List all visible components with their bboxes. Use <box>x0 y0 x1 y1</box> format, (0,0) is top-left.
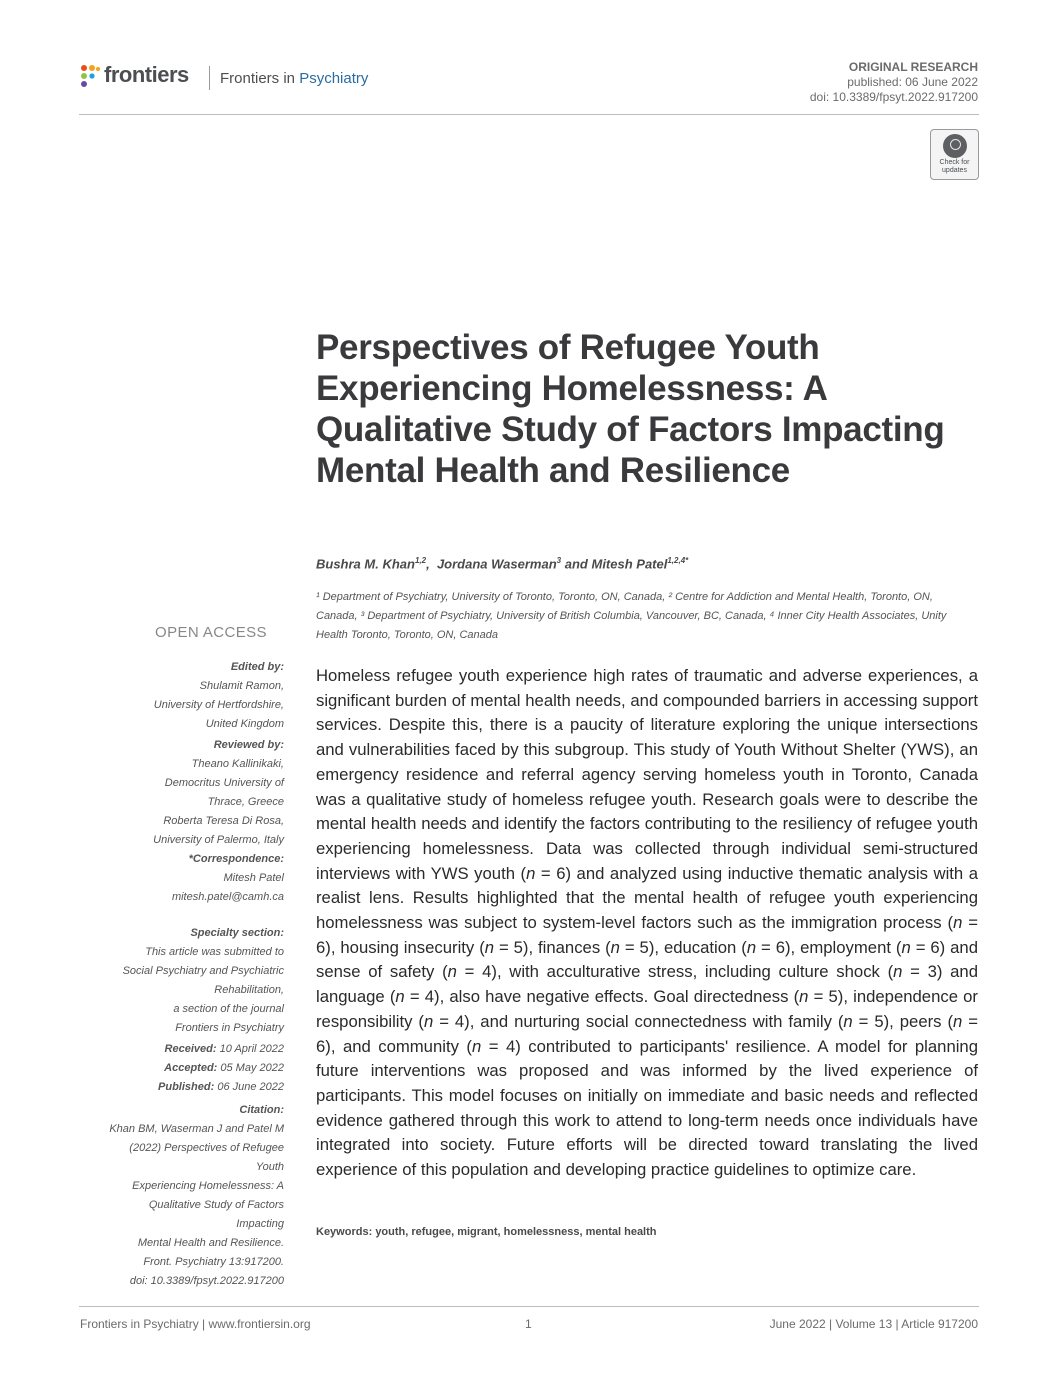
correspondence-section <box>100 850 284 907</box>
frontiers-logo-text[interactable]: frontiers <box>104 62 189 87</box>
correspondence-name: Mitesh Patel <box>223 872 284 884</box>
author-name[interactable]: Mitesh Patel <box>591 556 668 572</box>
page-number: 1 <box>525 1317 532 1331</box>
check-updates-icon <box>943 134 967 158</box>
reviewed-by-label: Reviewed by: <box>213 739 284 751</box>
edited-by-label: Edited by: <box>230 661 284 673</box>
dates-section <box>100 1040 284 1097</box>
footer-journal-site[interactable]: Frontiers in Psychiatry | www.frontiersin.org <box>80 1317 311 1331</box>
author-conjunction: and <box>564 556 588 572</box>
keywords <box>316 1226 657 1238</box>
editor-line: Shulamit Ramon, <box>199 680 284 692</box>
citation-line: Mental Health and Resilience. <box>137 1237 284 1249</box>
check-updates-label: Check for updates <box>939 159 970 174</box>
citation-line: (2022) Perspectives of Refugee Youth <box>129 1142 284 1173</box>
citation-doi[interactable]: doi: 10.3389/fpsyt.2022.917200 <box>129 1275 284 1287</box>
accepted-label: Accepted: <box>164 1062 218 1074</box>
citation-line: Front. Psychiatry 13:917200. <box>143 1256 284 1268</box>
specialty-section <box>100 924 284 1038</box>
abstract-text: Homeless refugee youth experience high rates of traumatic and adverse experiences, a significant burden of mental health needs, and compounded barriers in accessing support services. Despite this, there is a paucity of literature exploring the unique intersections and vulnerabilities faced by this subgroup. This study of Youth Without Shelter (YWS), an emergency residence and referral agency serving homeless youth in Toronto, Canada was a qualitative study of homeless refugee youth. Research goals were to describe the mental health needs and identify the factors contributing to the resiliency of refugee youth experiencing homelessness. Data was collected through individual semi-structured interviews with YWS youth (n = 6) and analyzed using inductive thematic analysis with a realist lens. Results highlighted that the mental health of refugee youth experiencing homelessness was subject to system-level factors such as the immigration process (n = 6), housing insecurity (n = 5), finances (n = 5), education (n = 6), employment (n = 6) and sense of safety (n = 4), with acculturative stress, including culture shock (n = 3) and language (n = 4), also have negative effects. Goal directedness (n = 5), independence or responsibility (n = 4), and nurturing social connectedness with family (n = 5), peers (n = 6), and community (n = 4) contributed to participants' resilience. A model for planning future interventions was proposed and was informed by the lived experience of participants. This model focuses on initially on immediate and basic needs and reflected evidence gathered through this work to attend to long-term needs once individuals have integrated into society. Future efforts will be directed toward translating the lived experience of this population and developing practice guidelines to optimize care. <box>316 666 979 1180</box>
footer-rule <box>79 1306 979 1307</box>
editor-line: United Kingdom <box>205 718 284 730</box>
author-affil-marker: 1,2,4* <box>667 556 689 565</box>
specialty-label: Specialty section: <box>190 927 284 939</box>
keywords-list: youth, refugee, migrant, homelessness, mental health <box>375 1226 657 1238</box>
reviewer-line: Democritus University of <box>164 777 284 789</box>
specialty-line: a section of the journal <box>173 1003 284 1015</box>
specialty-line: This article was submitted to <box>145 946 284 958</box>
correspondence-label: *Correspondence: <box>188 853 284 865</box>
published-date: published: 06 June 2022 <box>847 75 978 89</box>
author-affil-marker: 3 <box>556 556 562 565</box>
author-name[interactable]: Jordana Waserman <box>436 556 557 572</box>
article-type: ORIGINAL RESEARCH <box>848 60 978 74</box>
received-label: Received: <box>164 1043 217 1055</box>
check-for-updates-badge[interactable] <box>930 129 979 180</box>
reviewer-line: University of Palermo, Italy <box>153 834 284 846</box>
citation-line: Qualitative Study of Factors Impacting <box>148 1199 284 1230</box>
article-title: Perspectives of Refugee Youth Experiencing Homelessness: A Qualitative Study of Factors Impacting Mental Health and Resilience <box>316 328 945 490</box>
edited-by-section <box>100 658 284 734</box>
article-meta <box>810 60 978 105</box>
accepted-date <box>100 1059 284 1078</box>
received-value: 10 April 2022 <box>219 1043 284 1055</box>
author-name[interactable]: Bushra M. Khan <box>316 556 415 572</box>
journal-name[interactable] <box>220 70 368 87</box>
frontiers-logo-icon <box>79 64 101 90</box>
accepted-value: 05 May 2022 <box>220 1062 284 1074</box>
reviewer-line: Thrace, Greece <box>207 796 284 808</box>
published-date-side <box>100 1078 284 1097</box>
journal-prefix: Frontiers in <box>220 70 296 87</box>
specialty-line: Frontiers in Psychiatry <box>175 1022 284 1034</box>
header-rule <box>79 114 979 115</box>
citation-line: Experiencing Homelessness: A <box>132 1180 284 1192</box>
citation-label: Citation: <box>239 1104 284 1116</box>
article-doi[interactable]: doi: 10.3389/fpsyt.2022.917200 <box>809 90 978 104</box>
specialty-line: Rehabilitation, <box>214 984 284 996</box>
citation-line: Khan BM, Waserman J and Patel M <box>109 1123 284 1135</box>
editor-line: University of Hertfordshire, <box>153 699 284 711</box>
specialty-line: Social Psychiatry and Psychiatric <box>122 965 284 977</box>
reviewer-line: Roberta Teresa Di Rosa, <box>163 815 284 827</box>
journal-accent: Psychiatry <box>299 70 369 87</box>
open-access-label: OPEN ACCESS <box>155 624 267 641</box>
footer-issue-info: June 2022 | Volume 13 | Article 917200 <box>769 1317 978 1331</box>
reviewed-by-section <box>100 736 284 850</box>
keywords-label: Keywords: <box>316 1226 373 1238</box>
published-value: 06 June 2022 <box>217 1081 284 1093</box>
correspondence-email[interactable]: mitesh.patel@camh.ca <box>171 891 284 903</box>
author-affil-marker: 1,2 <box>414 556 427 565</box>
citation-section <box>100 1101 284 1291</box>
affiliations: ¹ Department of Psychiatry, University of Toronto, Toronto, ON, Canada, ² Centre for Addiction and Mental Health, Toronto, ON, Canada, ³ Department of Psychiatry, University of British Columbia, Vancouver, BC, Canada, ⁴ Inner City Health Associates, Unity Health Toronto, Toronto, ON, Canada <box>316 591 947 641</box>
published-label: Published: <box>158 1081 215 1093</box>
author-separator: , <box>426 556 430 572</box>
header-divider <box>209 66 210 90</box>
author-list <box>316 556 688 571</box>
reviewer-line: Theano Kallinikaki, <box>191 758 284 770</box>
received-date <box>100 1040 284 1059</box>
